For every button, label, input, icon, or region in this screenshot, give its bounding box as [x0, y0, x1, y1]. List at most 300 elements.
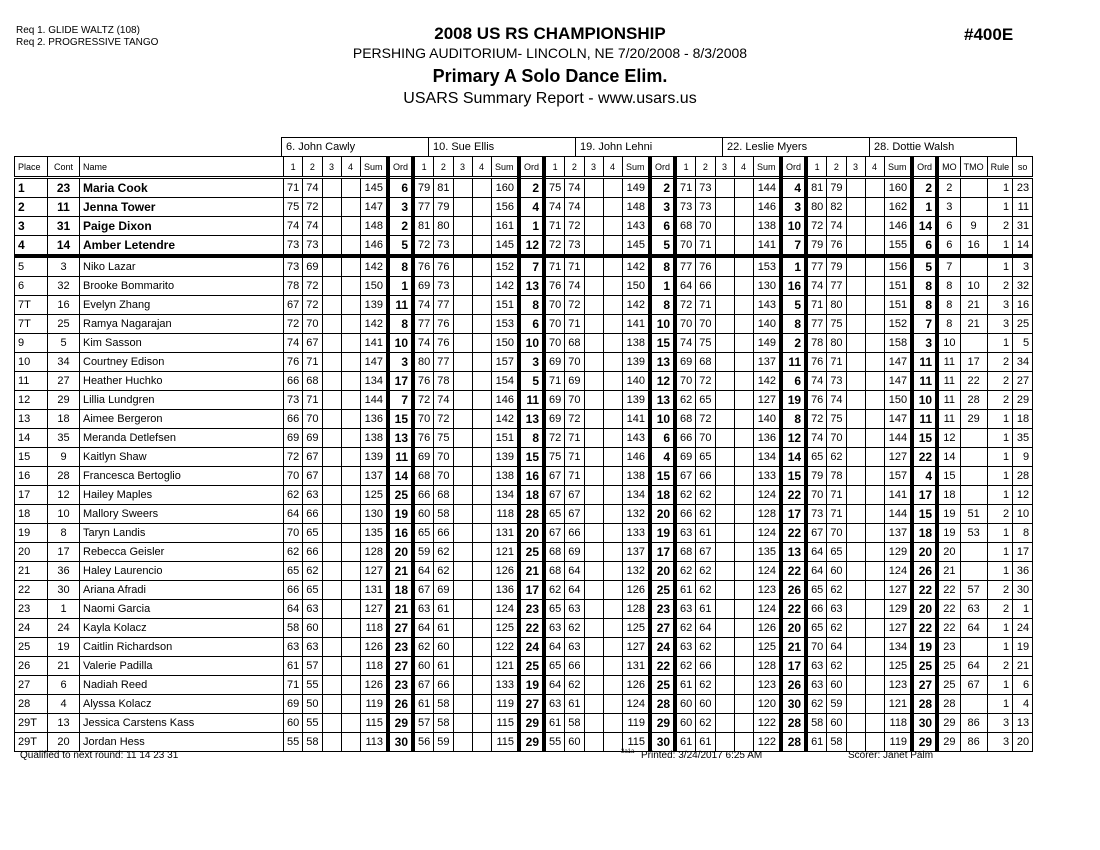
- score-2-cell: 64: [565, 562, 584, 581]
- score-1-cell: 64: [806, 562, 827, 581]
- place-cell: 25: [15, 638, 48, 657]
- sum-cell: 119: [622, 714, 650, 733]
- rule-cell: 3: [987, 733, 1013, 752]
- score-3-cell: [846, 410, 865, 429]
- ordinal-cell: 11: [781, 353, 806, 372]
- mo-cell: 19: [937, 505, 960, 524]
- ordinal-cell: 21: [781, 638, 806, 657]
- sum-cell: 144: [884, 505, 912, 524]
- score-2-cell: 70: [827, 429, 846, 448]
- event-title: Primary A Solo Dance Elim.: [432, 66, 668, 86]
- score-4-cell: [341, 429, 360, 448]
- rule-cell: 1: [987, 543, 1013, 562]
- score-3-cell: [584, 733, 603, 752]
- score-1-cell: 76: [413, 256, 434, 277]
- so-cell: 29: [1013, 391, 1033, 410]
- score-4-cell: [603, 296, 622, 315]
- so-cell: 34: [1013, 353, 1033, 372]
- sum-cell: 138: [491, 467, 519, 486]
- score-1-cell: 64: [544, 638, 565, 657]
- ordinal-cell: 24: [519, 638, 544, 657]
- score-4-cell: [865, 391, 884, 410]
- sum-cell: 125: [491, 619, 519, 638]
- sum-cell: 141: [622, 410, 650, 429]
- column-header-judge-3: 3: [322, 157, 341, 178]
- ordinal-cell: 23: [388, 638, 413, 657]
- score-3-cell: [846, 505, 865, 524]
- score-3-cell: [322, 296, 341, 315]
- ordinal-cell: 28: [781, 714, 806, 733]
- score-1-cell: 68: [544, 543, 565, 562]
- sum-cell: 122: [753, 733, 781, 752]
- score-2-cell: 65: [696, 391, 715, 410]
- score-3-cell: [322, 486, 341, 505]
- tmo-cell: 21: [960, 315, 987, 334]
- score-2-cell: 76: [434, 315, 453, 334]
- score-2-cell: 71: [696, 296, 715, 315]
- tmo-cell: 17: [960, 353, 987, 372]
- score-2-cell: 75: [434, 429, 453, 448]
- score-2-cell: 62: [434, 562, 453, 581]
- so-cell: 10: [1013, 505, 1033, 524]
- score-1-cell: 78: [806, 334, 827, 353]
- score-4-cell: [603, 217, 622, 236]
- ordinal-cell: 29: [388, 714, 413, 733]
- score-2-cell: 77: [827, 277, 846, 296]
- score-2-cell: 64: [696, 619, 715, 638]
- sum-cell: 121: [491, 543, 519, 562]
- score-2-cell: 82: [827, 198, 846, 217]
- score-2-cell: 74: [565, 178, 584, 198]
- score-2-cell: 74: [303, 217, 322, 236]
- score-4-cell: [472, 505, 491, 524]
- ordinal-cell: 4: [912, 467, 937, 486]
- score-2-cell: 72: [434, 410, 453, 429]
- score-3-cell: [846, 467, 865, 486]
- rule-cell: 1: [987, 562, 1013, 581]
- score-1-cell: 69: [284, 695, 303, 714]
- score-4-cell: [865, 486, 884, 505]
- column-header-judge-3: 3: [846, 157, 865, 178]
- column-header-judge-1: 1: [284, 157, 303, 178]
- place-cell: 11: [15, 372, 48, 391]
- score-1-cell: 80: [806, 198, 827, 217]
- score-2-cell: 61: [696, 733, 715, 752]
- so-cell: 3: [1013, 256, 1033, 277]
- score-2-cell: 66: [696, 277, 715, 296]
- rule-cell: 1: [987, 676, 1013, 695]
- score-1-cell: 81: [806, 178, 827, 198]
- column-header-judge-sum: Sum: [753, 157, 781, 178]
- so-cell: 11: [1013, 198, 1033, 217]
- score-2-cell: 71: [827, 505, 846, 524]
- mo-cell: 15: [937, 467, 960, 486]
- so-cell: 31: [1013, 217, 1033, 236]
- sum-cell: 126: [360, 676, 388, 695]
- score-2-cell: 57: [303, 657, 322, 676]
- judge-name: 28. Dottie Walsh: [870, 138, 1017, 157]
- score-3-cell: [322, 733, 341, 752]
- score-1-cell: 70: [806, 638, 827, 657]
- score-4-cell: [734, 277, 753, 296]
- ordinal-cell: 11: [388, 448, 413, 467]
- score-2-cell: 68: [434, 486, 453, 505]
- score-1-cell: 63: [544, 695, 565, 714]
- table-row: [15, 353, 1033, 372]
- score-2-cell: 62: [696, 676, 715, 695]
- place-cell: 14: [15, 429, 48, 448]
- score-4-cell: [865, 372, 884, 391]
- score-1-cell: 70: [413, 410, 434, 429]
- sum-cell: 115: [491, 714, 519, 733]
- place-cell: 10: [15, 353, 48, 372]
- tmo-cell: 21: [960, 296, 987, 315]
- ordinal-cell: 25: [650, 581, 675, 600]
- score-3-cell: [322, 410, 341, 429]
- sum-cell: 138: [622, 334, 650, 353]
- contestant-number-cell: 29: [48, 391, 80, 410]
- score-1-cell: 67: [544, 486, 565, 505]
- score-4-cell: [472, 372, 491, 391]
- sum-cell: 147: [360, 198, 388, 217]
- score-3-cell: [322, 657, 341, 676]
- sum-cell: 146: [360, 236, 388, 257]
- mo-cell: 22: [937, 600, 960, 619]
- sum-cell: 141: [753, 236, 781, 257]
- score-4-cell: [865, 217, 884, 236]
- score-3-cell: [715, 178, 734, 198]
- ordinal-cell: 11: [912, 410, 937, 429]
- score-1-cell: 70: [544, 296, 565, 315]
- score-4-cell: [734, 657, 753, 676]
- ordinal-cell: 14: [388, 467, 413, 486]
- sum-cell: 146: [884, 217, 912, 236]
- score-1-cell: 77: [806, 256, 827, 277]
- score-4-cell: [865, 410, 884, 429]
- table-row: [15, 695, 1033, 714]
- contestant-number-cell: 36: [48, 562, 80, 581]
- mo-cell: 22: [937, 619, 960, 638]
- so-cell: 4: [1013, 695, 1033, 714]
- tmo-cell: 53: [960, 524, 987, 543]
- score-2-cell: 77: [434, 296, 453, 315]
- score-3-cell: [322, 315, 341, 334]
- ordinal-cell: 30: [912, 714, 937, 733]
- score-3-cell: [584, 448, 603, 467]
- sum-cell: 126: [622, 581, 650, 600]
- score-2-cell: 70: [303, 410, 322, 429]
- score-2-cell: 55: [303, 676, 322, 695]
- sum-cell: 147: [360, 353, 388, 372]
- score-2-cell: 62: [565, 619, 584, 638]
- requirement-2: Req 2. PROGRESSIVE TANGO: [16, 37, 159, 48]
- score-2-cell: 62: [696, 562, 715, 581]
- score-4-cell: [603, 676, 622, 695]
- ordinal-cell: 7: [912, 315, 937, 334]
- score-4-cell: [472, 619, 491, 638]
- score-3-cell: [453, 657, 472, 676]
- rule-cell: 2: [987, 217, 1013, 236]
- score-4-cell: [734, 178, 753, 198]
- ordinal-cell: 26: [388, 695, 413, 714]
- sum-cell: 151: [491, 296, 519, 315]
- ordinal-cell: 23: [388, 676, 413, 695]
- sum-cell: 140: [622, 372, 650, 391]
- ordinal-cell: 22: [912, 581, 937, 600]
- score-4-cell: [603, 236, 622, 257]
- table-row: [15, 581, 1033, 600]
- sum-cell: 133: [622, 524, 650, 543]
- score-2-cell: 69: [303, 256, 322, 277]
- skater-name-cell: Rebecca Geisler: [80, 543, 284, 562]
- sum-cell: 151: [491, 429, 519, 448]
- sum-cell: 118: [360, 657, 388, 676]
- score-3-cell: [846, 217, 865, 236]
- rule-cell: 1: [987, 695, 1013, 714]
- score-2-cell: 66: [303, 505, 322, 524]
- score-3-cell: [846, 391, 865, 410]
- score-1-cell: 71: [544, 372, 565, 391]
- score-1-cell: 72: [806, 410, 827, 429]
- so-cell: 1: [1013, 600, 1033, 619]
- place-cell: 19: [15, 524, 48, 543]
- score-1-cell: 70: [544, 315, 565, 334]
- so-cell: 9: [1013, 448, 1033, 467]
- column-header-judge-4: 4: [603, 157, 622, 178]
- score-1-cell: 63: [806, 657, 827, 676]
- score-3-cell: [715, 505, 734, 524]
- rule-cell: 2: [987, 581, 1013, 600]
- score-2-cell: 78: [827, 467, 846, 486]
- score-3-cell: [715, 714, 734, 733]
- place-cell: 21: [15, 562, 48, 581]
- sum-cell: 142: [753, 372, 781, 391]
- column-header-judge-sum: Sum: [884, 157, 912, 178]
- sum-cell: 157: [884, 467, 912, 486]
- score-3-cell: [584, 467, 603, 486]
- sum-cell: 158: [884, 334, 912, 353]
- score-4-cell: [341, 372, 360, 391]
- score-1-cell: 69: [544, 410, 565, 429]
- so-cell: 28: [1013, 467, 1033, 486]
- sum-cell: 153: [491, 315, 519, 334]
- score-3-cell: [846, 486, 865, 505]
- score-3-cell: [322, 217, 341, 236]
- score-1-cell: 61: [284, 657, 303, 676]
- place-cell: 5: [15, 256, 48, 277]
- table-row: [15, 486, 1033, 505]
- score-1-cell: 68: [413, 467, 434, 486]
- skater-name-cell: Jessica Carstens Kass: [80, 714, 284, 733]
- score-4-cell: [603, 505, 622, 524]
- ordinal-cell: 28: [912, 695, 937, 714]
- score-1-cell: 68: [675, 217, 696, 236]
- score-1-cell: 61: [413, 695, 434, 714]
- sum-cell: 141: [884, 486, 912, 505]
- sum-cell: 148: [360, 217, 388, 236]
- score-4-cell: [472, 217, 491, 236]
- ordinal-cell: 6: [388, 178, 413, 198]
- tmo-cell: [960, 178, 987, 198]
- table-row: [15, 178, 1033, 198]
- ordinal-cell: 16: [781, 277, 806, 296]
- sum-cell: 143: [753, 296, 781, 315]
- score-3-cell: [846, 448, 865, 467]
- ordinal-cell: 6: [650, 217, 675, 236]
- score-4-cell: [472, 178, 491, 198]
- ordinal-cell: 6: [781, 372, 806, 391]
- score-4-cell: [865, 619, 884, 638]
- score-1-cell: 71: [544, 217, 565, 236]
- score-3-cell: [715, 429, 734, 448]
- score-4-cell: [865, 467, 884, 486]
- score-2-cell: 78: [434, 372, 453, 391]
- score-2-cell: 70: [827, 524, 846, 543]
- sum-cell: 142: [491, 410, 519, 429]
- contestant-number-cell: 30: [48, 581, 80, 600]
- mo-cell: 21: [937, 562, 960, 581]
- score-4-cell: [341, 410, 360, 429]
- score-3-cell: [846, 638, 865, 657]
- score-4-cell: [734, 236, 753, 257]
- sum-cell: 124: [753, 600, 781, 619]
- score-3-cell: [453, 296, 472, 315]
- sum-cell: 137: [753, 353, 781, 372]
- sum-cell: 155: [884, 236, 912, 257]
- score-4-cell: [603, 353, 622, 372]
- contestant-number-cell: 1: [48, 600, 80, 619]
- score-3-cell: [584, 619, 603, 638]
- score-3-cell: [715, 600, 734, 619]
- score-1-cell: 59: [413, 543, 434, 562]
- sum-cell: 126: [753, 619, 781, 638]
- score-4-cell: [341, 236, 360, 257]
- score-2-cell: 74: [434, 391, 453, 410]
- score-4-cell: [865, 638, 884, 657]
- score-4-cell: [734, 296, 753, 315]
- judge-name: 10. Sue Ellis: [429, 138, 576, 157]
- contestant-number-cell: 31: [48, 217, 80, 236]
- score-1-cell: 71: [806, 296, 827, 315]
- report-title: USARS Summary Report - www.usars.us: [403, 90, 697, 107]
- ordinal-cell: 18: [650, 486, 675, 505]
- skater-name-cell: Evelyn Zhang: [80, 296, 284, 315]
- ordinal-cell: 15: [650, 334, 675, 353]
- table-row: [15, 714, 1033, 733]
- score-4-cell: [341, 619, 360, 638]
- score-2-cell: 74: [827, 391, 846, 410]
- ordinal-cell: 2: [650, 178, 675, 198]
- contestant-number-cell: 9: [48, 448, 80, 467]
- sum-cell: 144: [884, 429, 912, 448]
- score-1-cell: 62: [284, 543, 303, 562]
- column-header-judge-4: 4: [865, 157, 884, 178]
- sum-cell: 131: [360, 581, 388, 600]
- score-2-cell: 71: [565, 429, 584, 448]
- ordinal-cell: 8: [388, 315, 413, 334]
- place-cell: 18: [15, 505, 48, 524]
- score-4-cell: [603, 486, 622, 505]
- ordinal-cell: 11: [388, 296, 413, 315]
- sum-cell: 120: [753, 695, 781, 714]
- score-2-cell: 68: [565, 334, 584, 353]
- skater-name-cell: Jenna Tower: [80, 198, 284, 217]
- score-4-cell: [341, 334, 360, 353]
- ordinal-cell: 13: [650, 391, 675, 410]
- sum-cell: 125: [884, 657, 912, 676]
- score-3-cell: [322, 581, 341, 600]
- column-header-so: so: [1013, 157, 1033, 178]
- ordinal-cell: 6: [650, 429, 675, 448]
- tmo-cell: 29: [960, 410, 987, 429]
- sum-cell: 121: [491, 657, 519, 676]
- skater-name-cell: Alyssa Kolacz: [80, 695, 284, 714]
- table-row: [15, 657, 1033, 676]
- place-cell: 16: [15, 467, 48, 486]
- rule-cell: 2: [987, 600, 1013, 619]
- sum-cell: 133: [491, 676, 519, 695]
- score-1-cell: 68: [675, 543, 696, 562]
- ordinal-cell: 22: [781, 524, 806, 543]
- tmo-cell: 67: [960, 676, 987, 695]
- score-2-cell: 79: [434, 198, 453, 217]
- score-4-cell: [603, 600, 622, 619]
- score-1-cell: 57: [413, 714, 434, 733]
- table-row: [15, 505, 1033, 524]
- score-4-cell: [603, 372, 622, 391]
- score-4-cell: [603, 581, 622, 600]
- ordinal-cell: 27: [388, 619, 413, 638]
- column-header-judge-2: 2: [565, 157, 584, 178]
- column-header-judge-1: 1: [675, 157, 696, 178]
- score-1-cell: 64: [413, 562, 434, 581]
- so-cell: 19: [1013, 638, 1033, 657]
- score-3-cell: [584, 353, 603, 372]
- score-3-cell: [453, 448, 472, 467]
- score-4-cell: [865, 178, 884, 198]
- contestant-number-cell: 21: [48, 657, 80, 676]
- score-1-cell: 75: [284, 198, 303, 217]
- score-2-cell: 72: [696, 410, 715, 429]
- ordinal-cell: 22: [650, 657, 675, 676]
- sum-cell: 142: [360, 315, 388, 334]
- score-3-cell: [715, 372, 734, 391]
- score-4-cell: [472, 486, 491, 505]
- place-cell: 22: [15, 581, 48, 600]
- score-1-cell: 60: [284, 714, 303, 733]
- score-3-cell: [453, 733, 472, 752]
- ordinal-cell: 13: [519, 277, 544, 296]
- sum-cell: 144: [360, 391, 388, 410]
- ordinal-cell: 21: [519, 562, 544, 581]
- score-2-cell: 68: [303, 372, 322, 391]
- judge-name: 19. John Lehni: [576, 138, 723, 157]
- score-4-cell: [865, 198, 884, 217]
- score-3-cell: [584, 236, 603, 257]
- score-2-cell: 71: [303, 353, 322, 372]
- score-4-cell: [734, 410, 753, 429]
- score-1-cell: 72: [675, 296, 696, 315]
- ordinal-cell: 12: [650, 372, 675, 391]
- tmo-cell: [960, 198, 987, 217]
- sum-cell: 118: [360, 619, 388, 638]
- so-cell: 17: [1013, 543, 1033, 562]
- so-cell: 16: [1013, 296, 1033, 315]
- score-1-cell: 65: [284, 562, 303, 581]
- score-2-cell: 61: [696, 524, 715, 543]
- score-1-cell: 73: [675, 198, 696, 217]
- score-3-cell: [715, 391, 734, 410]
